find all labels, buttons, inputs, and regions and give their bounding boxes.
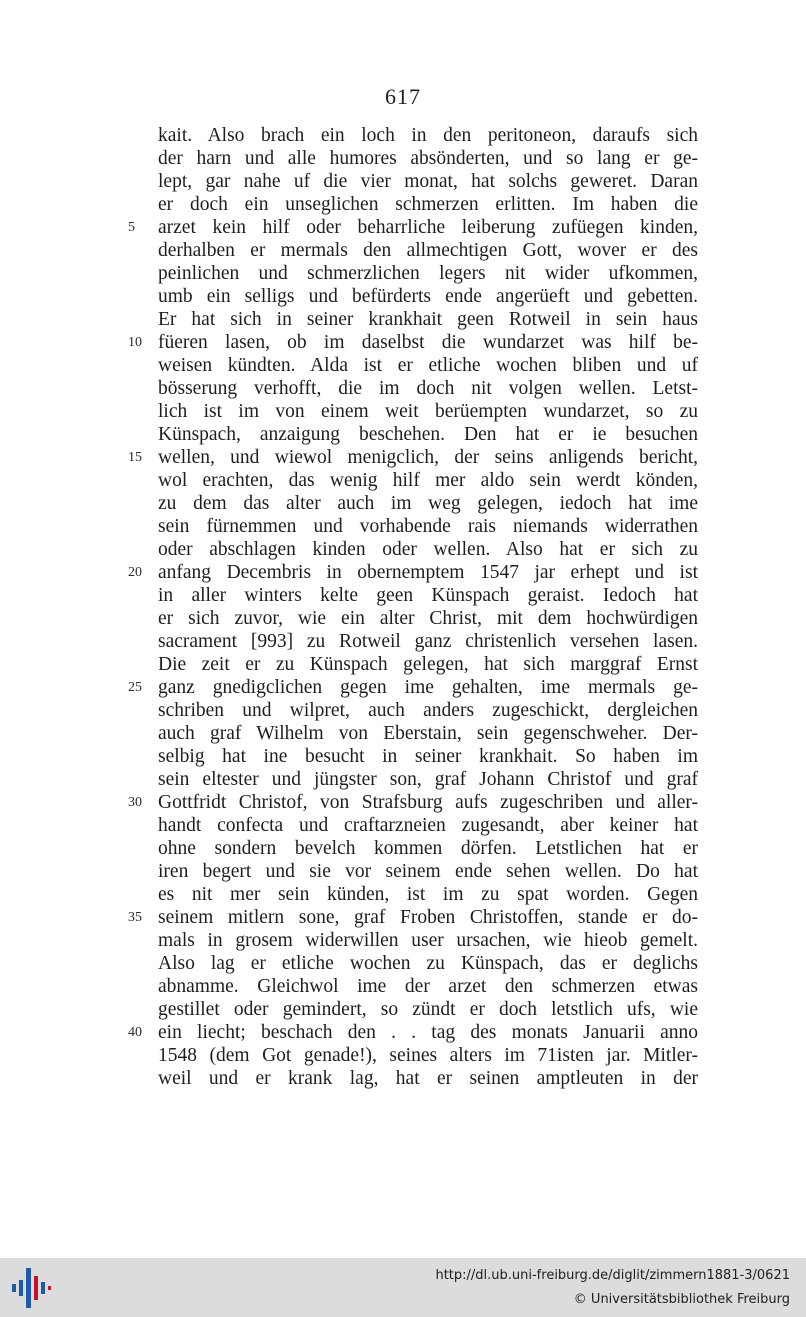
text-line xyxy=(158,653,698,676)
line-text: sein eltester und jüngster son, graf Johann Christof und graf xyxy=(158,769,698,790)
page-number: 617 xyxy=(385,84,421,109)
text-line xyxy=(128,216,698,239)
text-line xyxy=(158,469,698,492)
line-text: lich ist im von einem weit berüempten wundarzet, so zu xyxy=(158,401,698,422)
text-line xyxy=(158,814,698,837)
line-text: zu dem das alter auch im weg gelegen, iedoch hat ime xyxy=(158,493,698,514)
text-line xyxy=(128,906,698,929)
line-text: füeren lasen, ob im daselbst die wundarzet was hilf be- xyxy=(158,332,698,353)
text-line xyxy=(158,722,698,745)
line-text: Gottfridt Christof, von Strafsburg aufs zugeschriben und aller- xyxy=(158,792,698,813)
line-text: sein fürnemmen und vorhabende rais niemands widerrathen xyxy=(158,516,698,537)
line-text: lept, gar nahe uf die vier monat, hat solchs gewеret. Daran xyxy=(158,171,698,192)
text-line xyxy=(158,377,698,400)
line-number: 35 xyxy=(128,910,142,925)
text-line xyxy=(158,975,698,998)
text-line xyxy=(158,929,698,952)
line-text: er doch ein unseglichen schmerzen erlitten. Im haben die xyxy=(158,194,698,215)
line-text: der harn und alle humores absönderten, und so lang er ge- xyxy=(158,148,698,169)
text-line xyxy=(158,630,698,653)
line-text: ohne sondern bevelch kommen dörfen. Letstlichen hat er xyxy=(158,838,698,859)
text-block xyxy=(128,124,698,1090)
text-line xyxy=(158,1044,698,1067)
text-line xyxy=(158,538,698,561)
line-text: sacrament [993] zu Rotweil ganz christenlich versehen lasen. xyxy=(158,631,698,652)
line-text: ein liecht; beschach den . . tag des monats Januarii anno xyxy=(158,1022,698,1043)
line-number: 30 xyxy=(128,795,142,810)
text-line xyxy=(128,561,698,584)
text-line xyxy=(158,699,698,722)
text-line xyxy=(158,124,698,147)
line-text: umb ein selligs und befürderts ende angerüeft und gebetten. xyxy=(158,286,698,307)
line-text: in aller winters kelte geen Künspach geraist. Iedoch hat xyxy=(158,585,698,606)
ub-freiburg-logo-icon xyxy=(12,1266,52,1310)
line-number: 10 xyxy=(128,335,142,350)
line-text: iren begert und sie vor seinem ende sehen wellen. Do hat xyxy=(158,861,698,882)
text-line xyxy=(158,607,698,630)
line-text: wol erachten, das wenig hilf mer aldo sein werdt könden, xyxy=(158,470,698,491)
text-line xyxy=(158,1067,698,1090)
text-line xyxy=(158,170,698,193)
line-text: abnamme. Gleichwol ime der arzet den schmerzen etwas xyxy=(158,976,698,997)
text-line xyxy=(158,883,698,906)
line-number: 40 xyxy=(128,1025,142,1040)
text-line xyxy=(128,331,698,354)
source-url-link[interactable]: http://dl.ub.uni-freiburg.de/diglit/zimmern1881-3/0621 xyxy=(435,1268,790,1283)
text-line xyxy=(158,285,698,308)
line-text: gestillet oder gemindert, so zündt er doch letstlich ufs, wie xyxy=(158,999,698,1020)
text-line xyxy=(158,837,698,860)
line-text: mals in grosem widerwillen user ursachen, wie hieob gemelt. xyxy=(158,930,698,951)
line-text: arzet kein hilf oder beharrliche leiberung zufüegen kinden, xyxy=(158,217,698,238)
text-line xyxy=(158,147,698,170)
line-text: schriben und wilpret, auch anders zugeschickt, dergleichen xyxy=(158,700,698,721)
line-text: oder abschlagen kinden oder wellen. Also hat er sich zu xyxy=(158,539,698,560)
line-text: seinem mitlern sone, graf Froben Christoffen, stande er do- xyxy=(158,907,698,928)
line-number: 5 xyxy=(128,220,135,235)
text-line xyxy=(158,860,698,883)
text-line xyxy=(158,239,698,262)
text-line xyxy=(158,262,698,285)
footer-bar xyxy=(0,1258,806,1317)
line-text: Künspach, anzaigung beschehen. Den hat er ie besuchen xyxy=(158,424,698,445)
line-text: weil und er krank lag, hat er seinen amptleuten in der xyxy=(158,1068,698,1089)
text-line xyxy=(158,492,698,515)
text-line xyxy=(158,768,698,791)
line-text: bösserung verhofft, die im doch nit volgen wellen. Letst- xyxy=(158,378,698,399)
line-text: kait. Also brach ein loch in den peritoneon, daraufs sich xyxy=(158,125,698,146)
line-text: Er hat sich in seiner krankhait geen Rotweil in sein haus xyxy=(158,309,698,330)
text-line xyxy=(158,584,698,607)
line-text: es nit mer sein künden, ist im zu spat worden. Gegen xyxy=(158,884,698,905)
line-text: peinlichen und schmerzlichen legers nit wider ufkommen, xyxy=(158,263,698,284)
line-text: derhalben er mermals den allmechtigen Gott, wover er des xyxy=(158,240,698,261)
line-text: auch graf Wilhelm von Eberstain, sein gegenschweher. Der- xyxy=(158,723,698,744)
line-text: handt confecta und craftarzneien zugesandt, aber keiner hat xyxy=(158,815,698,836)
text-line xyxy=(128,791,698,814)
line-number: 20 xyxy=(128,565,142,580)
text-line xyxy=(128,676,698,699)
text-line xyxy=(158,952,698,975)
line-text: weisen kündten. Alda ist er etliche wochen bliben und uf xyxy=(158,355,698,376)
text-line xyxy=(158,515,698,538)
text-line xyxy=(158,308,698,331)
text-line xyxy=(158,354,698,377)
text-line xyxy=(158,745,698,768)
line-number: 25 xyxy=(128,680,142,695)
text-line xyxy=(158,423,698,446)
line-text: selbig hat ine besucht in seiner krankhait. So haben im xyxy=(158,746,698,767)
text-line xyxy=(128,446,698,469)
line-number: 15 xyxy=(128,450,142,465)
line-text: ganz gnedigclichen gegen ime gehalten, ime mermals ge- xyxy=(158,677,698,698)
text-line xyxy=(158,400,698,423)
line-text: Die zeit er zu Künspach gelegen, hat sich marggraf Ernst xyxy=(158,654,698,675)
text-line xyxy=(158,193,698,216)
text-line xyxy=(128,1021,698,1044)
line-text: er sich zuvor, wie ein alter Christ, mit dem hochwürdigen xyxy=(158,608,698,629)
line-text: Also lag er etliche wochen zu Künspach, das er deglichs xyxy=(158,953,698,974)
line-text: 1548 (dem Got genade!), seines alters im 71isten jar. Mitler- xyxy=(158,1045,698,1066)
text-line xyxy=(158,998,698,1021)
copyright-notice: © Universitätsbibliothek Freiburg xyxy=(573,1292,790,1307)
line-text: wellen, und wiewol menigclich, der seins anligends bericht, xyxy=(158,447,698,468)
line-text: anfang Decembris in obernemptem 1547 jar erhept und ist xyxy=(158,562,698,583)
